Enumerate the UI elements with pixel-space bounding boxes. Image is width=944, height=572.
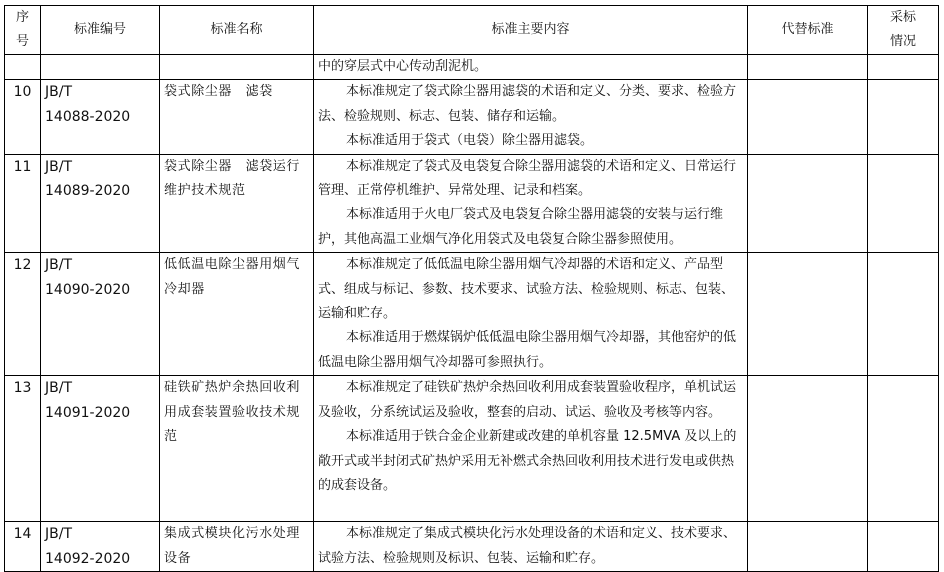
cell-code — [41, 522, 160, 572]
cell-adoption — [868, 55, 939, 80]
header-adoption — [868, 6, 939, 55]
standard-code-line: JB/T — [45, 158, 73, 175]
cell-name: 硅铁矿热炉余热回收利用成套装置验收技术规范 — [160, 376, 314, 522]
cell-replaces — [748, 253, 868, 376]
content-paragraph: 本标准规定了硅铁矿热炉余热回收利用成套装置验收程序，单机试运及验收，分系统试运及验收，整套的启动、试运、验收及考核等内容。 — [318, 380, 737, 420]
table-row — [5, 154, 939, 253]
cell-replaces — [748, 154, 868, 253]
cell-adoption — [868, 522, 939, 572]
cell-replaces — [748, 55, 868, 80]
content-paragraph: 本标准规定了集成式模块化污水处理设备的术语和定义、技术要求、试验方法、检验规则及标识、包装、运输和贮存。 — [318, 526, 737, 566]
header-replaces: 代替标准 — [748, 6, 868, 55]
cell-content — [314, 376, 748, 522]
cell-name: 集成式模块化污水处理设备 — [160, 522, 314, 572]
standard-code-line: JB/T — [45, 380, 73, 397]
content-paragraph: 本标准适用于袋式（电袋）除尘器用滤袋。 — [346, 133, 594, 149]
cell-seq: 12 — [5, 253, 41, 376]
content-paragraph: 本标准规定了低低温电除尘器用烟气冷却器的术语和定义、产品型式、组成与标记、参数、技术要求、试验方法、检验规则、标志、包装、运输和贮存。 — [318, 257, 735, 322]
cell-seq — [5, 55, 41, 80]
cell-seq: 11 — [5, 154, 41, 253]
cell-name: 袋式除尘器 滤袋运行维护技术规范 — [160, 154, 314, 253]
header-adoption-line1: 采标 — [889, 10, 916, 25]
header-row — [5, 6, 939, 55]
cell-content — [314, 253, 748, 376]
cell-replaces — [748, 80, 868, 154]
cell-content: 中的穿层式中心传动刮泥机。 — [314, 55, 748, 80]
cell-adoption — [868, 253, 939, 376]
header-content: 标准主要内容 — [314, 6, 748, 55]
cell-code — [41, 253, 160, 376]
cell-name: 低低温电除尘器用烟气冷却器 — [160, 253, 314, 376]
content-paragraph: 本标准适用于火电厂袋式及电袋复合除尘器用滤袋的安装与运行维护，其他高温工业烟气净化用袋式及电袋复合除尘器参照使用。 — [318, 207, 724, 247]
standard-code-line: 14089-2020 — [45, 183, 131, 200]
table-row — [5, 80, 939, 154]
standard-code-line: JB/T — [45, 257, 73, 274]
cell-seq: 10 — [5, 80, 41, 154]
table-row — [5, 253, 939, 376]
content-paragraph: 本标准规定了袋式除尘器用滤袋的术语和定义、分类、要求、检验方法、检验规则、标志、包装、储存和运输。 — [318, 84, 737, 124]
cell-adoption — [868, 80, 939, 154]
continuation-row — [5, 55, 939, 80]
standards-table — [4, 5, 939, 572]
cell-seq: 14 — [5, 522, 41, 572]
cell-content — [314, 154, 748, 253]
standard-code-line: JB/T — [45, 526, 73, 543]
cell-adoption — [868, 376, 939, 522]
table-row — [5, 376, 939, 522]
header-seq-line1: 序 — [15, 10, 29, 25]
content-paragraph: 本标准适用于铁合金企业新建或改建的单机容量 12.5MVA 及以上的敞开式或半封闭式矿热炉采用无补燃式余热回收利用技术进行发电或供热的成套设备。 — [318, 429, 737, 493]
header-seq-line2: 号 — [15, 34, 29, 49]
content-paragraph: 本标准规定了袋式及电袋复合除尘器用滤袋的术语和定义、日常运行管理、正常停机维护、异常处理、记录和档案。 — [318, 158, 737, 199]
cell-adoption — [868, 154, 939, 253]
standard-code-line: 14088-2020 — [45, 108, 131, 125]
standard-code-line: 14092-2020 — [45, 550, 131, 567]
standard-code-line: 14090-2020 — [45, 281, 131, 298]
table-row — [5, 522, 939, 572]
cell-code — [41, 376, 160, 522]
cell-replaces — [748, 522, 868, 572]
cell-code — [41, 80, 160, 154]
cell-code — [41, 55, 160, 80]
cell-name — [160, 55, 314, 80]
cell-content — [314, 80, 748, 154]
cell-seq: 13 — [5, 376, 41, 522]
header-seq — [5, 6, 41, 55]
header-code: 标准编号 — [41, 6, 160, 55]
cell-content — [314, 522, 748, 572]
content-paragraph: 本标准适用于燃煤锅炉低低温电除尘器用烟气冷却器，其他窑炉的低低温电除尘器用烟气冷却器可参照执行。 — [318, 330, 737, 370]
standard-code-line: JB/T — [45, 84, 73, 101]
cell-name: 袋式除尘器 滤袋 — [160, 80, 314, 154]
header-adoption-line2: 情况 — [889, 34, 916, 49]
standard-code-line: 14091-2020 — [45, 404, 131, 421]
header-name: 标准名称 — [160, 6, 314, 55]
cell-replaces — [748, 376, 868, 522]
cell-code — [41, 154, 160, 253]
